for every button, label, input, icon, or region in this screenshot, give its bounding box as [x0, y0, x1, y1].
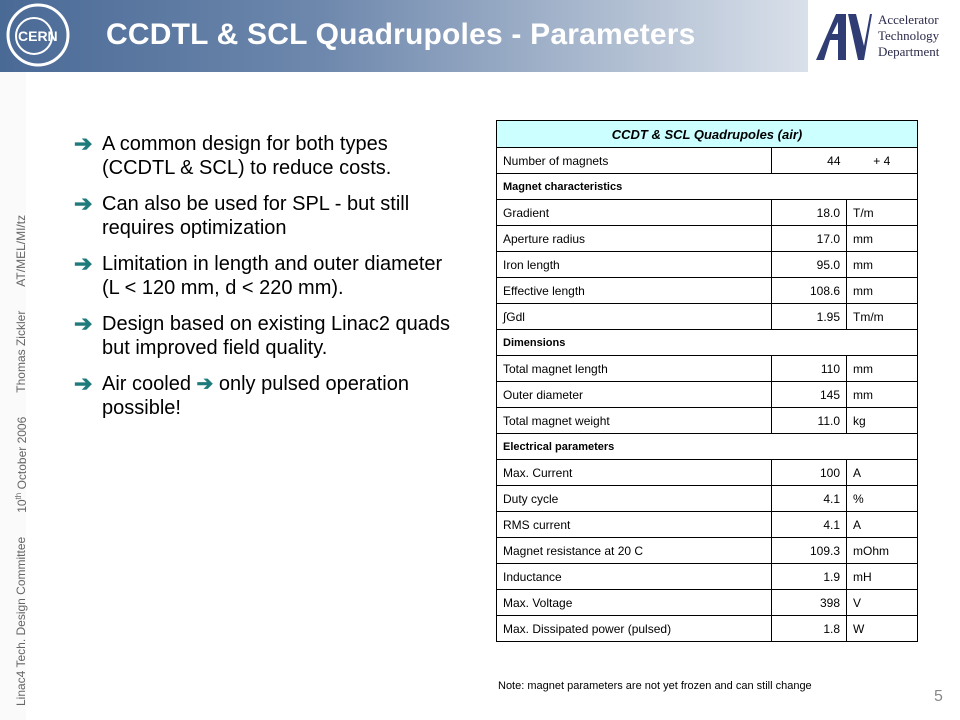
- row-label: Iron length: [497, 252, 772, 278]
- table-row: [497, 382, 918, 408]
- dept-line-1: Accelerator: [878, 12, 939, 27]
- row-unit: V: [847, 590, 918, 616]
- bullet-text: Air cooled ➔ only pulsed operation possible!: [102, 373, 409, 419]
- bullet-list: [74, 132, 454, 432]
- row-value: 1.9: [772, 564, 847, 590]
- row-unit: T/m: [847, 200, 918, 226]
- parameters-table: [496, 120, 918, 642]
- row-label: Number of magnets: [497, 148, 772, 174]
- row-value: 145: [772, 382, 847, 408]
- section-heading: Electrical parameters: [497, 434, 918, 460]
- section-heading-row: [497, 174, 918, 200]
- section-heading-row: [497, 330, 918, 356]
- row-value: 108.6: [772, 278, 847, 304]
- bullet-item: [74, 252, 454, 300]
- table-row: [497, 460, 918, 486]
- cern-logo: [4, 2, 72, 68]
- row-value: 17.0: [772, 226, 847, 252]
- arrow-right-icon: ➔: [74, 191, 93, 216]
- inline-arrow-icon: ➔: [196, 373, 214, 395]
- row-label: Aperture radius: [497, 226, 772, 252]
- row-value: 4.1: [772, 512, 847, 538]
- sidebar-author: Thomas Zickler: [14, 310, 28, 393]
- cern-logo-text: CERN: [18, 28, 58, 44]
- bullet-item: [74, 312, 454, 360]
- table-row: [497, 408, 918, 434]
- row-value: 4.1: [772, 486, 847, 512]
- bullet-text: A common design for both types (CCDTL & SCL) to reduce costs.: [102, 133, 392, 179]
- row-label: ∫Gdl: [497, 304, 772, 330]
- table-row: [497, 486, 918, 512]
- row-value: 44: [772, 148, 847, 174]
- row-value: 100: [772, 460, 847, 486]
- table-row: [497, 304, 918, 330]
- row-label: RMS current: [497, 512, 772, 538]
- row-label: Max. Voltage: [497, 590, 772, 616]
- section-heading-row: [497, 434, 918, 460]
- page-title: CCDTL & SCL Quadrupoles - Parameters: [106, 18, 696, 51]
- row-label: Outer diameter: [497, 382, 772, 408]
- row-label: Inductance: [497, 564, 772, 590]
- table-row: [497, 616, 918, 642]
- row-value: 1.95: [772, 304, 847, 330]
- table-row: [497, 564, 918, 590]
- row-unit: mm: [847, 252, 918, 278]
- table-row: [497, 356, 918, 382]
- row-unit: mm: [847, 278, 918, 304]
- table-row: [497, 278, 918, 304]
- row-label: Max. Current: [497, 460, 772, 486]
- row-label: Duty cycle: [497, 486, 772, 512]
- bullet-text: Can also be used for SPL - but still requires optimization: [102, 193, 410, 239]
- row-value: 95.0: [772, 252, 847, 278]
- dept-line-2: Technology: [878, 28, 940, 43]
- arrow-right-icon: ➔: [74, 371, 93, 396]
- row-label: Max. Dissipated power (pulsed): [497, 616, 772, 642]
- row-unit: A: [847, 460, 918, 486]
- sidebar-date: 10th October 2006: [14, 416, 29, 513]
- row-unit: Tm/m: [847, 304, 918, 330]
- table-row: [497, 252, 918, 278]
- table-row: [497, 226, 918, 252]
- row-value: 109.3: [772, 538, 847, 564]
- row-unit: A: [847, 512, 918, 538]
- table-row: [497, 200, 918, 226]
- arrow-right-icon: ➔: [74, 251, 93, 276]
- row-unit: mm: [847, 226, 918, 252]
- row-label: Magnet resistance at 20 C: [497, 538, 772, 564]
- row-extra: + 4: [847, 148, 918, 174]
- row-value: 1.8: [772, 616, 847, 642]
- table-header-row: [497, 121, 918, 148]
- row-value: 398: [772, 590, 847, 616]
- bullet-item: [74, 132, 454, 180]
- department-name: [878, 12, 939, 60]
- sidebar-committee: Linac4 Tech. Design Committee: [14, 536, 28, 706]
- bullet-text: Limitation in length and outer diameter (L < 120 mm, d < 220 mm).: [102, 253, 443, 299]
- table-row: [497, 512, 918, 538]
- section-heading: Magnet characteristics: [497, 174, 918, 200]
- row-unit: mOhm: [847, 538, 918, 564]
- row-unit: kg: [847, 408, 918, 434]
- arrow-right-icon: ➔: [74, 311, 93, 336]
- row-unit: mm: [847, 356, 918, 382]
- table-row: [497, 590, 918, 616]
- row-label: Effective length: [497, 278, 772, 304]
- row-label: Gradient: [497, 200, 772, 226]
- row-value: 18.0: [772, 200, 847, 226]
- row-unit: %: [847, 486, 918, 512]
- table-row: [497, 538, 918, 564]
- dept-line-3: Department: [878, 44, 940, 59]
- sidebar-footer-text: [14, 215, 29, 706]
- table-note: Note: magnet parameters are not yet frozen and can still change: [498, 680, 812, 692]
- bullet-text: Design based on existing Linac2 quads but improved field quality.: [102, 313, 451, 359]
- row-value: 11.0: [772, 408, 847, 434]
- bullet-item: [74, 372, 454, 420]
- at-department-logo: [814, 10, 872, 62]
- table-row: [497, 148, 918, 174]
- row-value: 110: [772, 356, 847, 382]
- row-label: Total magnet length: [497, 356, 772, 382]
- sidebar-reference: AT/MEL/MI/tz: [14, 214, 28, 287]
- row-label: Total magnet weight: [497, 408, 772, 434]
- page-number: 5: [934, 688, 943, 705]
- table-title: CCDT & SCL Quadrupoles (air): [497, 121, 918, 148]
- row-unit: W: [847, 616, 918, 642]
- row-unit: mm: [847, 382, 918, 408]
- arrow-right-icon: ➔: [74, 131, 93, 156]
- section-heading: Dimensions: [497, 330, 918, 356]
- bullet-item: [74, 192, 454, 240]
- row-unit: mH: [847, 564, 918, 590]
